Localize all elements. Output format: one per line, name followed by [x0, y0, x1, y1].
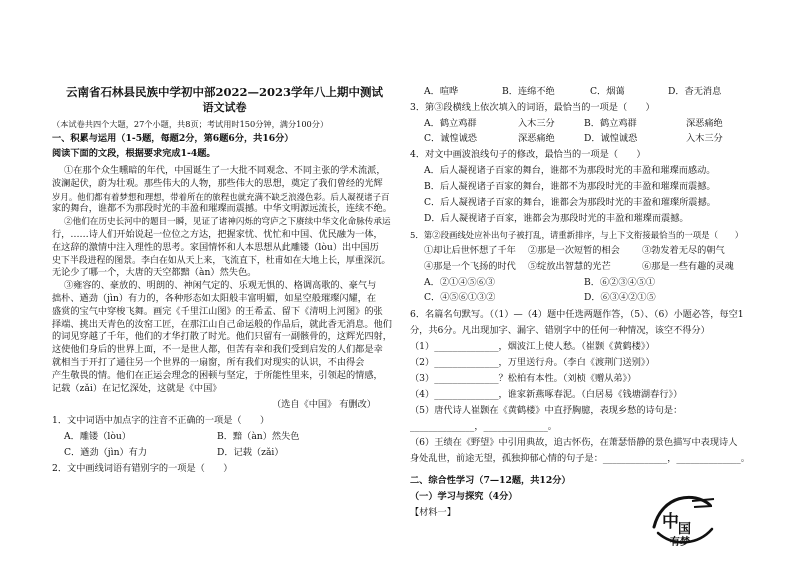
q3-stem: 3．第③段横线上依次填入的词语，最恰当的一项是（ ） [410, 102, 655, 113]
passage-line: 盛赏的宝气中穿梭飞舞。画完《千里江山图》的王希孟、留下《清明上河图》的张 [52, 305, 383, 317]
q1-option-a[interactable]: A．雕镂（lòu） [64, 431, 131, 442]
q1-stem: 1．文中词语中加点字的注音不正确的一项是（ ） [52, 415, 270, 426]
q1-option-b[interactable]: B．黯（àn）然失色 [217, 431, 300, 442]
q6-item-2[interactable]: （2）______________，万里送行舟。（李白《渡荆门送别》） [410, 357, 655, 368]
q5-item-1: ①却让后世怀想了千年 [424, 245, 516, 256]
right-column [410, 0, 750, 561]
passage-line: 家的舞台，谁都不为那段时光的丰盈和璀璨而震撼。中华文明源远流长，连续不绝。 [52, 203, 392, 215]
q2-option-c[interactable]: C．烟蔼 [590, 86, 625, 97]
q2-option-b[interactable]: B．连绵不绝 [502, 86, 555, 97]
q4-option-c[interactable]: C．后人凝视诸子百家的舞台，谁都会为那段时光的丰盈和璀璨所震撼。 [424, 197, 716, 208]
q1-option-d[interactable]: D．记载（zǎi） [217, 447, 284, 458]
passage-line: ①在那个众生曛暗的年代，中国诞生了一大批不同观念、不同主张的学术流派， [64, 165, 386, 176]
passage-line: ②他们在历史长河中的题目一瞬，见证了诸神闪烁的穹庐之下赓续中华文化命脉传承运 [64, 217, 391, 228]
q3-option-b-1[interactable]: B．鹤立鸡群 [584, 118, 637, 129]
q6-item-6-blanks[interactable]: 身处乱世，前途无望，孤独抑郁心情的句子是：______________，______________。 [410, 453, 750, 464]
passage-line: ③雍容的、豪放的、明朗的、神闲气定的、乐观无惧的、格调高歌的、豪气与 [64, 280, 377, 292]
section1-heading: 一、积累与运用（1-5题，每题2分，第6题6分，共16分） [52, 133, 294, 144]
q2-option-d[interactable]: D．杳无消息 [668, 86, 722, 97]
q6-item-5: （5）唐代诗人崔颢在《黄鹤楼》中直抒胸臆，表现乡愁的诗句是： [410, 405, 683, 416]
q3-option-d-2: 入木三分 [686, 133, 723, 144]
passage-line: 史下半段进程的图景。李白在如从天上来，飞流直下，杜甫如在大地上长，厚重深沉。 [52, 255, 391, 266]
q2-option-a[interactable]: A．喧哗 [424, 86, 459, 97]
passage-line: 行，……诗人们开始说起一位位之方达，把握家忧、忧忙和中国、优民融为一体， [52, 229, 383, 240]
q6-stem-1: 6．名篇名句默写。（（1）—（4）题中任选两题作答，（5）、（6）小题必答，每空1 [410, 309, 744, 320]
q3-option-d-1[interactable]: D．诚惶诚恐 [584, 133, 638, 144]
q5-item-5: ⑤绽放出智慧的光芒 [528, 261, 611, 272]
q3-option-c-1[interactable]: C．诚惶诚恐 [424, 133, 477, 144]
q4-option-a[interactable]: A．后人凝视诸子百家的舞台，谁都不为那段时光的丰盈和璀璨而感动。 [424, 165, 716, 176]
calligraphy-seal-icon [648, 487, 716, 551]
passage-source: （选自《中国》 有删改） [272, 399, 376, 410]
q6-item-6: （6）王绩在《野望》中引用典故，追古怀伤，在萧瑟悟静的景色描写中表现诗人 [410, 437, 738, 448]
svg-text:国: 国 [678, 522, 692, 537]
passage-line: 的词见穿越了千年，他们的才华打散了时光。他们只留有一副骸骨的，这辉光四射， [52, 331, 392, 343]
passage-line: 择端、挑出天青色的汝窑工匠，在那江山自己命运般的作品后，就此香无消息。他们 [52, 318, 392, 330]
q5-stem: 5．第②段画线处应补出句子被打乱，请重新排序，与上下文衔接最恰当的一项是（ ） [410, 230, 744, 240]
q3-option-b-2: 深恶痛绝 [686, 118, 723, 129]
exam-title: 云南省石林县民族中学初中部2022—2023学年八上期中测试 [65, 85, 383, 99]
passage-line: 在这辞的激情中注入理性的思考。家国情怀和人本思想从此雕镂（lòu）出中国历 [52, 241, 379, 253]
q4-option-b[interactable]: B．后人凝视诸子百家的舞台，谁都不为那段时光的丰盈和璀璨而震撼。 [424, 181, 716, 192]
q6-item-5-blanks[interactable]: ______________，______________。 [410, 421, 557, 432]
passage-line: 记载（zǎi）在记忆深处，这就是《中国》 [52, 382, 222, 394]
section1-instruction: 阅读下面的文段，根据要求完成1-4题。 [52, 148, 216, 159]
exam-note: （本试卷共四个大题，27个小题，共8页；考试用时150分钟，满分100分） [52, 119, 329, 129]
passage-line: 波澜起伏，蔚为壮观。那些伟大的人物，那些伟大的思想，奠定了我们曾经的光辉 [52, 177, 383, 189]
q6-item-1[interactable]: （1）______________，烟波江上使人愁。（崔颢《黄鹤楼》） [410, 341, 655, 352]
q4-option-d[interactable]: D．后人凝视诸子百家，谁都会为那段时光的丰盈和璀璨而震撼。 [424, 213, 689, 224]
section2-sub: （一）学习与探究（4分） [410, 491, 518, 502]
q4-stem: 4．对文中画波浪线句子的修改，最恰当的一项是（ ） [410, 149, 646, 160]
passage-line: 就相当于开打了通往另一个世界的一扇窗，所有我们对现实的认识，不由得会 [52, 357, 365, 368]
q2-stem: 2．文中画线词语有错别字的一项是（ ） [52, 463, 233, 474]
q3-option-a-2: 入木三分 [518, 118, 555, 129]
q1-option-c[interactable]: C．遒劲（jìn）有力 [64, 447, 148, 458]
q6-item-3[interactable]: （3）______________？松柏有本性。（刘桢《赠从弟》） [410, 373, 637, 384]
q5-item-3: ③勃发着无尽的朝气 [642, 245, 725, 256]
q3-option-c-2: 深恶痛绝 [518, 133, 555, 144]
passage-line: 拙朴、遒劲（jìn）有力的，各种形态如太阳般丰富明媚，如星空般璀璨闪耀，在 [52, 293, 377, 304]
passage-line: 这使他们身后的世界上面，不一是世人都，但苦有幸和我们受到启发的人们都是幸 [52, 344, 383, 356]
q5-item-6: ⑥那是一些有趣的灵魂 [642, 261, 734, 272]
q5-option-c[interactable]: C．④⑤⑥①③② [424, 292, 496, 303]
svg-text:中: 中 [662, 512, 679, 532]
passage-line: 岁月。他们都有着梦想和理想，带着所在的旅程也就充满不缺乏浪漫色彩。后人凝视诸子百 [52, 191, 390, 202]
q5-option-a[interactable]: A．②①④⑤⑥③ [424, 277, 495, 288]
q5-item-4: ④那是一个飞扬的时代 [424, 261, 516, 272]
passage-line: 无论少了哪一个，大唐的天空都黯（àn）然失色。 [52, 267, 257, 279]
seal-logo [648, 487, 716, 551]
q5-option-d[interactable]: D．⑥③④②①⑤ [584, 292, 656, 303]
q6-item-4[interactable]: （4）______________，谁家新燕啄春泥。（白居易《钱塘湖春行》） [410, 389, 683, 400]
exam-subtitle: 语文试卷 [202, 101, 247, 114]
section2-heading: 二、综合性学习（7—12题，共12分） [410, 475, 571, 486]
passage-line: 产生敬畏的情。他们在正运会理念的困顿与坚定，于所能性里来，引领起的情感， [52, 369, 383, 381]
q6-stem-2: 分，共6分。凡出现加字、漏字、错别字中的任何一种情况，该空不得分） [410, 325, 710, 336]
svg-text:有梦: 有梦 [670, 537, 690, 548]
q3-option-a-1[interactable]: A．鹤立鸡群 [424, 118, 477, 129]
left-column [52, 0, 397, 561]
material-label: 【材料一】 [410, 507, 456, 518]
q5-option-b[interactable]: B．⑥②③④⑤① [584, 277, 656, 288]
q5-item-2: ②那是一次短暂的相会 [528, 245, 620, 256]
